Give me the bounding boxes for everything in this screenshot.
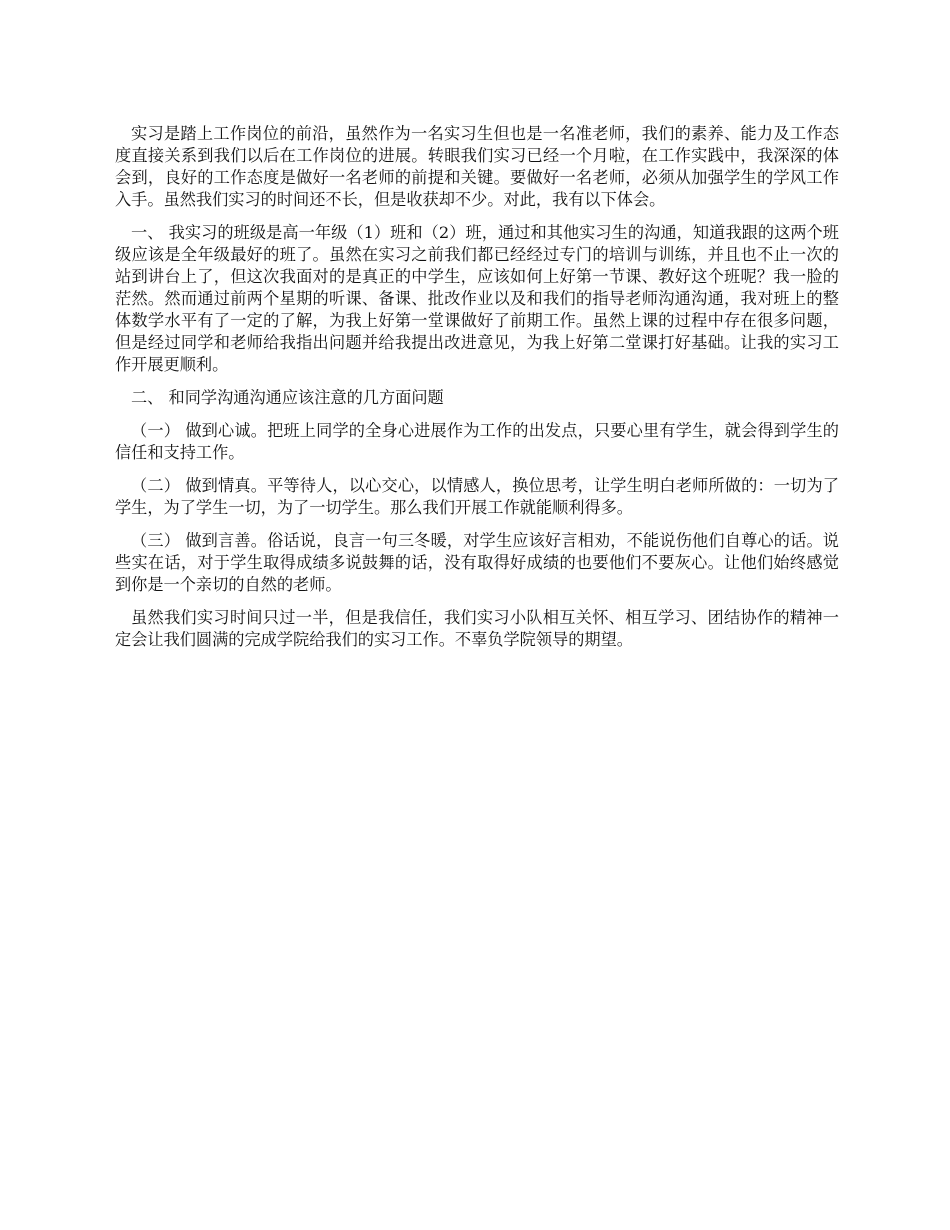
conclusion-paragraph: 虽然我们实习时间只过一半，但是我信任，我们实习小队相互关怀、相互学习、团结协作的精神一定会让我们圆满的完成学院给我们的实习工作。不辜负学院领导的期望。 [115,608,839,649]
section-one-paragraph: 一、 我实习的班级是高一年级（1）班和（2）班，通过和其他实习生的沟通，知道我跟的这两个班级应该是全年级最好的班了。虽然在实习之前我们都已经经过专门的培训与训练，并且也不止一次的站到讲台上了，但这次我面对的是真正的中学生，应该如何上好第一节课、教好这个班呢？我一脸的茫然。然而通过前两个星期的听课、备课、批改作业以及和我们的指导老师沟通沟通，我对班上的整体数学水平有了一定的了解，为我上好第一堂课做好了前期工作。虽然上课的过程中存在很多问题，但是经过同学和老师给我指出问题并给我提出改进意见，为我上好第二堂课打好基础。让我的实习工作开展更顺利。 [115,223,839,374]
point-three-paragraph: （三） 做到言善。俗话说，良言一句三冬暖，对学生应该好言相劝，不能说伤他们自尊心的话。说些实在话，对于学生取得成绩多说鼓舞的话，没有取得好成绩的也要他们不要灰心。让他们始终感觉到你是一个亲切的自然的老师。 [115,531,839,594]
intro-paragraph: 实习是踏上工作岗位的前沿，虽然作为一名实习生但也是一名准老师，我们的素养、能力及工作态度直接关系到我们以后在工作岗位的进展。转眼我们实习已经一个月啦，在工作实践中，我深深的体会到，良好的工作态度是做好一名老师的前提和关键。要做好一名老师，必须从加强学生的学风工作入手。虽然我们实习的时间还不长，但是收获却不少。对此，我有以下体会。 [115,124,839,209]
document-body [115,123,839,662]
section-two-heading: 二、 和同学沟通沟通应该注意的几方面问题 [131,388,444,407]
point-two-paragraph: （二） 做到情真。平等待人，以心交心，以情感人，换位思考，让学生明白老师所做的：一切为了学生，为了学生一切，为了一切学生。那么我们开展工作就能顺利得多。 [115,476,839,517]
point-one-paragraph: （一） 做到心诚。把班上同学的全身心进展作为工作的出发点，只要心里有学生，就会得到学生的信任和支持工作。 [115,421,839,462]
